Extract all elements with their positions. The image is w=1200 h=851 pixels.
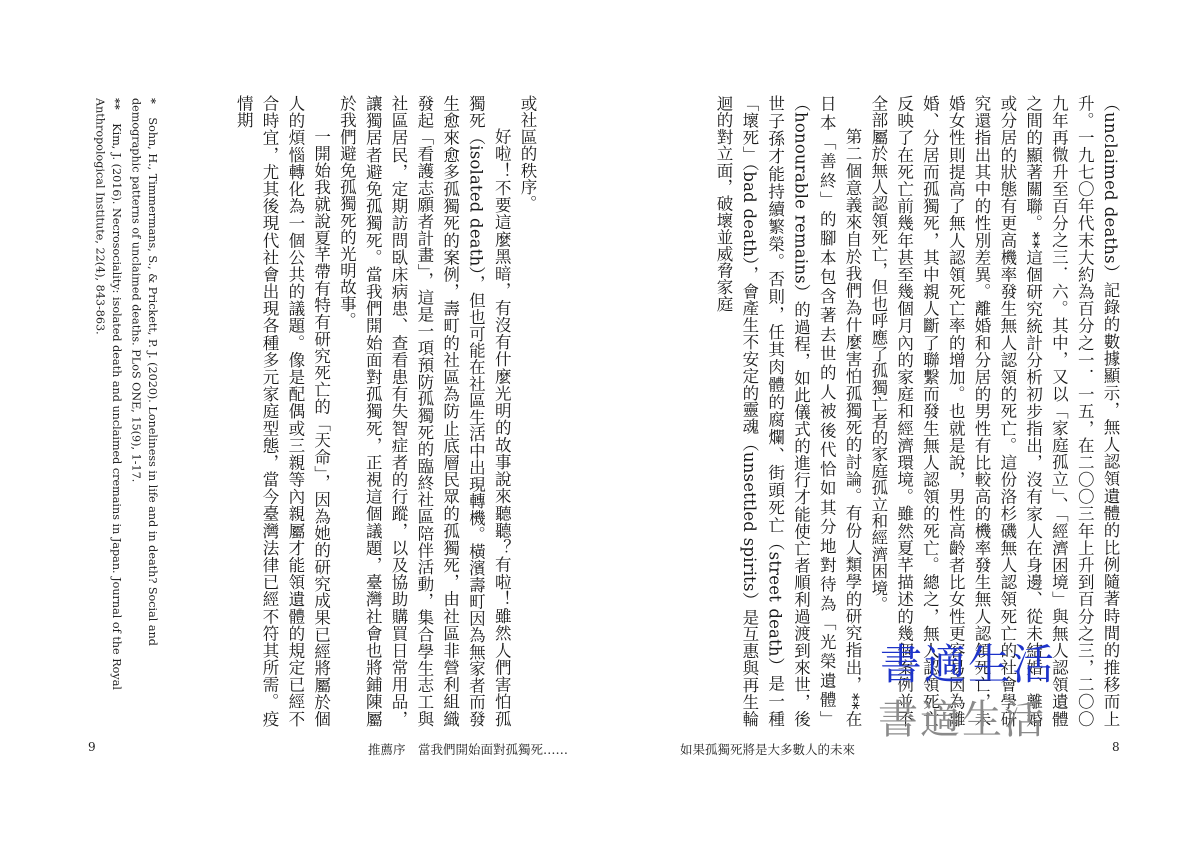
- footnote-2-mark: **: [109, 98, 123, 110]
- watermark-gray: 書適生活: [878, 697, 1046, 743]
- left-paragraph-1: 或社區的秩序。: [518, 95, 537, 212]
- watermark-blue: 書適生活: [880, 640, 1057, 689]
- footnote-1-text: Sohn, H., Timmermans, S., & Prickett, P. J. (2020). Loneliness in life and in death? Social and demographic patterns of unclaimed deaths. PLoS ONE, 15(9), 1-17.: [129, 98, 159, 646]
- left-body-text: [234, 95, 540, 727]
- right-paragraph-2: 第二個意義來自於我們為什麼害怕孤獨死的討論。有份人類學的研究指出，**在日本「善終」的腳本包含著去世的人被後代恰如其分地對待為「光榮遺體」（honourable remains）的過程，如此儀式的進行才能使亡者順利過渡到來世，後世子孫才能持續繁榮。否則，任其肉體的腐爛、街頭死亡（street death）是一種「壞死」（bad death），會產生不安定的靈魂（unsettled spirits）是互惠與再生輪迴的對立面，破壞並威脅家庭: [714, 95, 863, 727]
- left-paragraph-3: 一開始我就說夏芊帶有特有研究死亡的「天命」，因為她的研究成果已經將屬於個人的煩惱轉化為一個公共的議題。像是配偶或三親等內親屬才能領遺體的規定已經不合時宜，尤其後現代社會出現各種多元家庭型態，當今臺灣法律已經不符其所需。疫情期: [234, 95, 331, 727]
- right-running-head: 如果孤獨死將是大多數人的未來: [680, 742, 856, 757]
- footnote-2: [92, 98, 124, 698]
- left-running-head: 推薦序 當我們開始面對孤獨死……: [368, 742, 569, 757]
- footnote-2-text: Kim, J. (2016). Necrosociality: isolated death and unclaimed cremains in Japan. Journal of the Royal Anthropological Institute, 22(4), 843-863.: [93, 98, 123, 690]
- footnote-1-mark: *: [145, 98, 159, 104]
- right-paragraph-1: （unclaimed deaths）記錄的數據顯示，無人認領遺體的比例隨著時間的推移而上升。一九七〇年代末大約為百分之一．一五，在二〇〇三年上升到百分之三，二〇〇九年再微升至百分之三．六。其中，又以「家庭孤立」、「經濟困境」與無人認領遺體之間的顯著關聯。**這個研究統計分析初步指出，沒有家人在身邊、從未結婚、離婚或分居的狀態有更高機率發生無人認領的死亡。這份洛杉磯無人認領死亡的社會學研究還指出其中的性別差異。離婚和分居的男性有比較高的機率發生無人認領死亡，未婚女性則提高了無人認領死亡率的增加。也就是說，男性高齡者比女性更容易因為離婚、分居而孤獨死，其中親人斷了聯繫而發生無人認領的死亡。總之，無人認領死亡反映了在死亡前幾年甚至幾個月內的家庭和經濟環境。雖然夏芊描述的幾個案例並不全部屬於無人認領死亡，但也呼應了孤獨亡者的家庭孤立和經濟困境。: [868, 95, 1120, 727]
- right-page-number: 8: [1112, 740, 1120, 754]
- footnotes: [93, 98, 160, 698]
- left-paragraph-2: 好啦！不要這麼黑暗，有沒有什麼光明的故事說來聽聽？有啦！雖然人們害怕孤獨死（isolated death），但也可能在社區生活中出現轉機。橫濱壽町因為無家者而發生愈來愈多孤獨死的案例，壽町的社區為防止底層民眾的孤獨死，由社區非營利組織發起「看護志願者計畫」，這是一項預防孤獨死的臨終社區陪伴活動，集合學生志工與社區居民，定期訪問臥床病患、查看患有失智症者的行蹤，以及協助購買日常用品，讓獨居者避免孤獨死。當我們開始面對孤獨死，正視這個議題，臺灣社會也將鋪陳屬於我們避免孤獨死的光明故事。: [337, 95, 512, 727]
- left-page-number: 9: [88, 740, 96, 754]
- footnote-1: [128, 98, 160, 698]
